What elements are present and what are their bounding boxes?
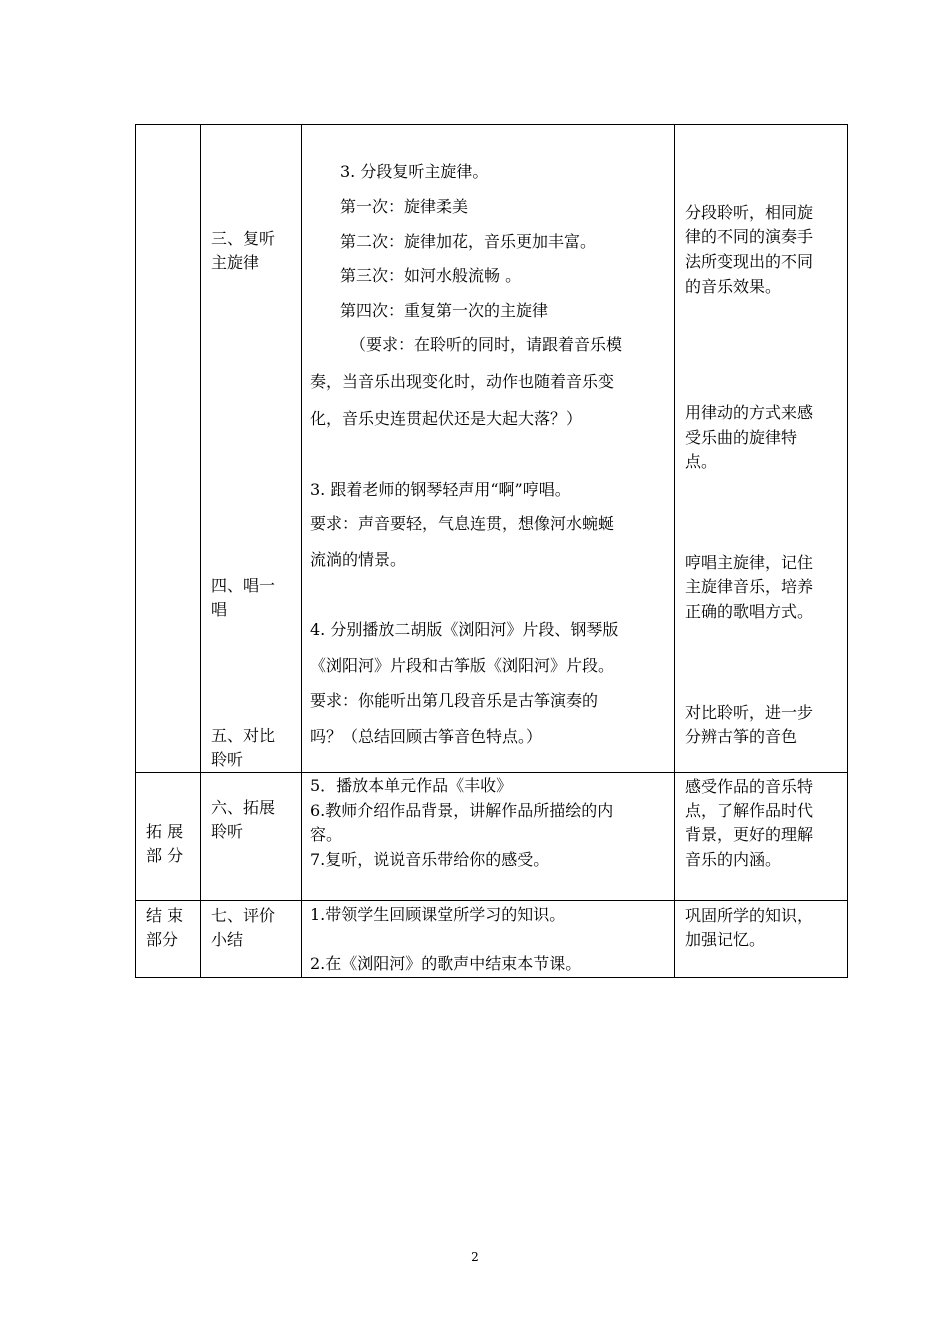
content-line: 第三次：如河水般流畅 。 bbox=[340, 266, 522, 285]
step-label: 三、复听 bbox=[211, 229, 276, 248]
step-label: 聆听 bbox=[211, 822, 244, 841]
intent-line: 正确的歌唱方式。 bbox=[685, 602, 814, 621]
intent-line: 点。 bbox=[685, 452, 718, 471]
content-line: 1.带领学生回顾课堂所学习的知识。 bbox=[310, 905, 566, 924]
content-line: 2.在《浏阳河》的歌声中结束本节课。 bbox=[310, 954, 582, 973]
intent-line: 加强记忆。 bbox=[685, 930, 766, 949]
page-number: 2 bbox=[471, 1250, 479, 1264]
content-line: 6.教师介绍作品背景，讲解作品所描绘的内 bbox=[310, 801, 614, 820]
step-label: 聆听 bbox=[211, 750, 244, 769]
intent-line: 法所变现出的不同 bbox=[685, 252, 814, 271]
content-line: 第四次：重复第一次的主旋律 bbox=[340, 301, 549, 320]
table-row-divider-2 bbox=[135, 900, 848, 901]
step-label: 小结 bbox=[211, 930, 244, 949]
intent-line: 分段聆听，相同旋 bbox=[685, 203, 814, 222]
step-label: 五、对比 bbox=[211, 726, 276, 745]
content-line: 第二次：旋律加花，音乐更加丰富。 bbox=[340, 232, 597, 251]
step-label: 七、评价 bbox=[211, 906, 276, 925]
content-line: （要求：在聆听的同时，请跟着音乐模 bbox=[350, 335, 623, 354]
section-label: 部 分 bbox=[146, 846, 184, 865]
content-line: 奏，当音乐出现变化时，动作也随着音乐变 bbox=[310, 372, 615, 391]
intent-line: 背景，更好的理解 bbox=[685, 825, 814, 844]
step-label: 主旋律 bbox=[211, 253, 260, 272]
step-label: 四、唱一 bbox=[211, 576, 276, 595]
table-border-bottom bbox=[135, 977, 848, 978]
intent-line: 点，了解作品时代 bbox=[685, 801, 814, 820]
table-col-divider-1 bbox=[200, 124, 201, 978]
content-line: 《浏阳河》片段和古筝版《浏阳河》片段。 bbox=[310, 656, 615, 675]
table-border-left bbox=[135, 124, 136, 978]
table-col-divider-2 bbox=[301, 124, 302, 978]
content-line: 5．播放本单元作品《丰收》 bbox=[310, 776, 513, 795]
content-line: 化，音乐史连贯起伏还是大起大落？） bbox=[310, 409, 583, 428]
section-label: 部分 bbox=[146, 930, 179, 949]
content-line: 3. 跟着老师的钢琴轻声用“啊”哼唱。 bbox=[310, 480, 571, 499]
table-col-divider-3 bbox=[674, 124, 675, 978]
content-line: 容。 bbox=[310, 825, 343, 844]
intent-line: 的音乐效果。 bbox=[685, 277, 782, 296]
table-row-divider-1 bbox=[135, 772, 848, 773]
intent-line: 对比聆听，进一步 bbox=[685, 703, 814, 722]
content-line: 7.复听，说说音乐带给你的感受。 bbox=[310, 850, 550, 869]
intent-line: 巩固所学的知识， bbox=[685, 906, 814, 925]
intent-line: 哼唱主旋律，记住 bbox=[685, 553, 814, 572]
intent-line: 主旋律音乐，培养 bbox=[685, 577, 814, 596]
table-border-right bbox=[847, 124, 848, 978]
step-label: 六、拓展 bbox=[211, 798, 276, 817]
intent-line: 律的不同的演奏手 bbox=[685, 227, 814, 246]
table-border-top bbox=[135, 124, 848, 125]
content-line: 要求：你能听出第几段音乐是古筝演奏的 bbox=[310, 691, 599, 710]
intent-line: 用律动的方式来感 bbox=[685, 403, 814, 422]
content-line: 吗？（总结回顾古筝音色特点。） bbox=[310, 727, 543, 746]
section-label: 结 束 bbox=[146, 906, 184, 925]
content-line: 要求：声音要轻，气息连贯，想像河水蜿蜒 bbox=[310, 514, 615, 533]
section-label: 拓 展 bbox=[146, 822, 184, 841]
intent-line: 受乐曲的旋律特 bbox=[685, 428, 798, 447]
content-line: 4. 分别播放二胡版《浏阳河》片段、钢琴版 bbox=[310, 620, 619, 639]
step-label: 唱 bbox=[211, 600, 228, 619]
content-line: 流淌的情景。 bbox=[310, 550, 407, 569]
content-line: 3. 分段复听主旋律。 bbox=[340, 162, 489, 181]
intent-line: 分辨古筝的音色 bbox=[685, 727, 798, 746]
intent-line: 感受作品的音乐特 bbox=[685, 777, 814, 796]
intent-line: 音乐的内涵。 bbox=[685, 850, 782, 869]
content-line: 第一次：旋律柔美 bbox=[340, 197, 469, 216]
